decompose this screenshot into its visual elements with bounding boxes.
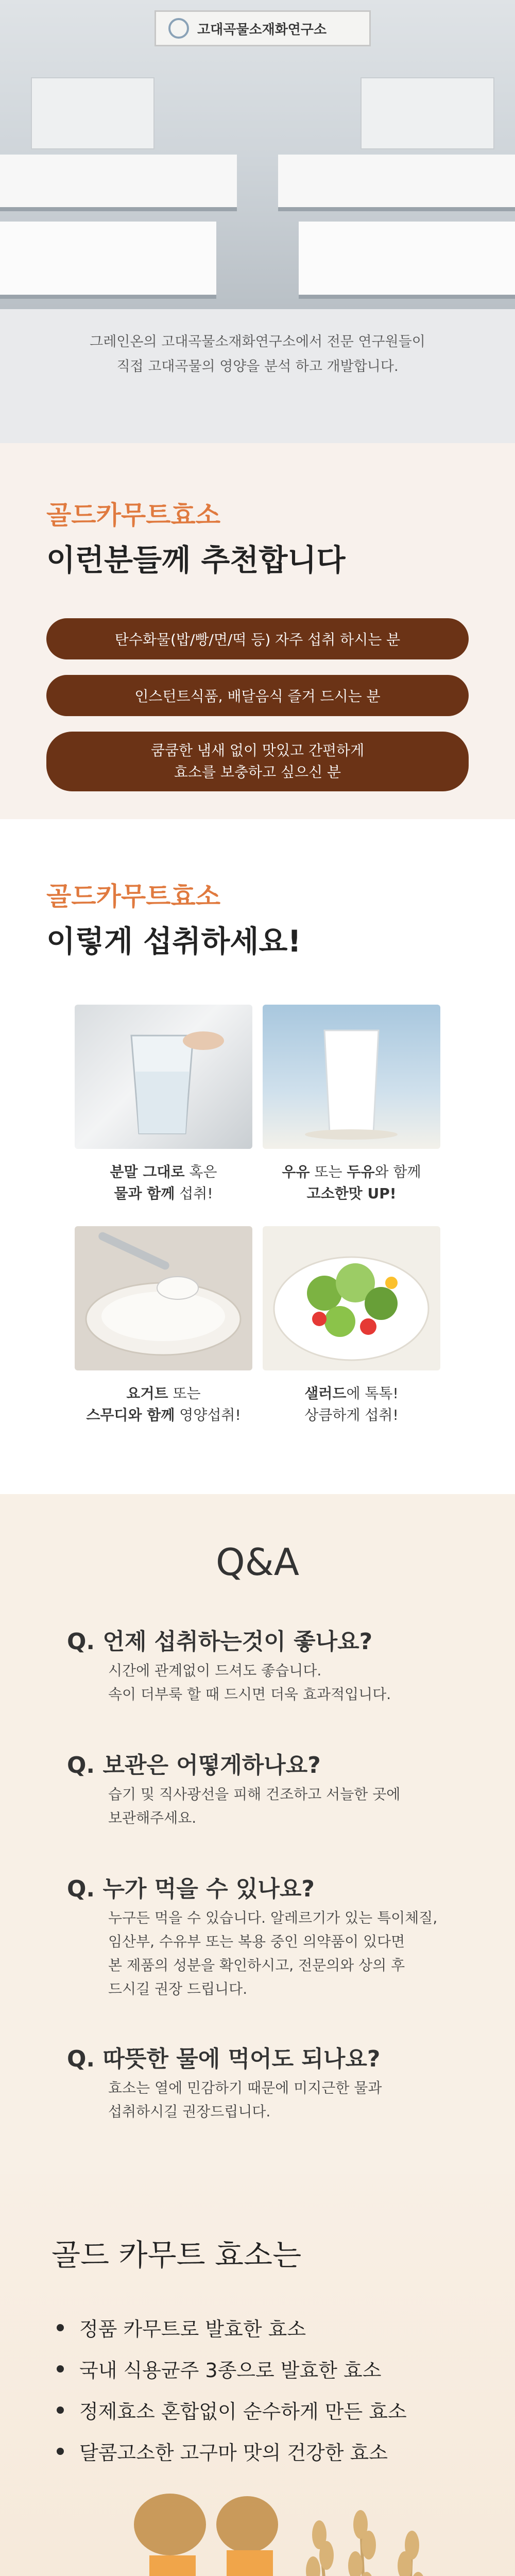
recommend-item [46,618,469,659]
lab-caption-line: 직접 고대곡물의 영양을 분석 하고 개발합니다. [116,359,399,375]
how-title: 이렇게 섭취하세요! [46,924,301,959]
gold-feature [57,2437,388,2465]
bullet-icon [57,2324,64,2331]
qa-title: Q&A [215,1540,300,1584]
qa-question: Q. 따뜻한 물에 먹어도 되나요? [67,2046,381,2072]
milk-glass-image [263,1005,440,1149]
qa-question: Q. 언제 섭취하는것이 좋나요? [67,1629,373,1655]
qa-answer [108,1906,448,2001]
how-text-bold: 분말 그대로 [110,1163,185,1180]
how-text-bold: 물과 함께 [114,1185,175,1202]
how-card-text [263,1383,440,1426]
recommend-item-text: 탄수화물(밥/빵/면/떡 등) 자주 섭취 하시는 분 [114,631,401,648]
how-text-bold: 두유 [347,1163,375,1180]
gold-feature [57,2313,306,2342]
gold-feature [57,2354,381,2383]
qa-answer-line: 보관해주세요. [108,1809,197,1826]
how-text-bold: 샐러드 [304,1385,347,1402]
recommend-item-text: 인스턴트식품, 배달음식 즐겨 드시는 분 [134,688,381,705]
how-text-bold: 고소한맛 UP! [306,1185,397,1202]
lab-photo [0,0,515,309]
how-to-eat-section [0,819,515,1494]
how-text: 상큼하게 섭취! [304,1406,399,1423]
qa-answer-line: 본 제품의 성분을 확인하시고, 전문의와 상의 후 [108,1957,405,1974]
lab-caption-line: 그레인온의 고대곡물소재화연구소에서 전문 연구원들이 [90,334,425,350]
product-illustration [0,2494,515,2576]
how-text: 에 톡톡! [346,1385,399,1402]
recommend-section [0,443,515,819]
how-text: 영양섭취! [175,1406,241,1423]
recommend-item-text: 쿰쿰한 냄새 없이 맛있고 간편하게 [150,742,365,759]
how-text-bold: 스무디와 함께 [86,1406,175,1423]
qa-answer-line: 효소는 열에 민감하기 때문에 미지근한 물과 [108,2079,382,2096]
how-text: 혹은 [184,1163,217,1180]
qa-answer-line: 습기 및 직사광선을 피해 건조하고 서늘한 곳에 [108,1786,401,1803]
lab-bench [299,222,515,299]
qa-answer [108,1783,448,1830]
qa-answer [108,2076,448,2124]
lab-logo-icon [168,18,189,39]
how-title-orange: 골드카무트효소 [46,882,221,911]
grain-icon [134,2494,278,2555]
yogurt-image [75,1226,252,1370]
recommend-title: 이런분들께 추천합니다 [46,543,346,578]
cabinet [360,77,494,149]
wheat-icon [306,2510,425,2576]
lab-section [0,0,515,443]
recommend-item [46,675,469,716]
gold-feature-text: 달콤고소한 고구마 맛의 건강한 효소 [79,2442,388,2464]
how-card-text [75,1161,252,1205]
lab-bench [0,222,216,299]
bullet-icon [57,2448,64,2455]
how-card-milk [263,1005,440,1205]
product-stick-icon [149,2555,196,2576]
qa-answer-line: 누구든 먹을 수 있습니다. 알레르기가 있는 특이체질, [108,1909,438,1926]
recommend-title-orange: 골드카무트효소 [46,500,221,530]
lab-sign-text: 고대곡물소재화연구소 [197,22,327,38]
gold-feature [57,2396,407,2424]
how-card-text [263,1161,440,1205]
how-text: 또는 [168,1385,201,1402]
how-text: 또는 [310,1163,347,1180]
qa-answer-line: 시간에 관계없이 드셔도 좋습니다. [108,1662,322,1679]
product-stick-icon [227,2550,273,2576]
gold-feature-text: 정품 카무트로 발효한 효소 [79,2318,306,2341]
how-text: 섭취! [175,1185,213,1202]
how-card-powder [75,1005,252,1205]
qa-answer [108,1659,448,1706]
gold-kamut-section [0,2174,515,2576]
qa-answer-line: 섭취하시길 권장드립니다. [108,2103,271,2120]
qa-answer-line: 임산부, 수유부 또는 복용 중인 의약품이 있다면 [108,1933,405,1950]
gold-feature-text: 국내 식용균주 3종으로 발효한 효소 [79,2359,382,2382]
lab-bench [0,155,237,211]
lab-caption [0,330,515,379]
bullet-icon [57,2365,64,2372]
cabinet [31,77,154,149]
how-card-text [75,1383,252,1426]
qa-question: Q. 누가 먹을 수 있나요? [67,1876,315,1902]
how-text-bold: 요거트 [126,1385,168,1402]
gold-title: 골드 카무트 효소는 [52,2238,302,2273]
lab-sign [154,10,371,46]
water-glass-image [75,1005,252,1149]
how-text: 와 함께 [374,1163,421,1180]
how-card-yogurt [75,1226,252,1426]
qa-answer-line: 드시길 권장 드립니다. [108,1980,248,1997]
salad-image [263,1226,440,1370]
qa-section [0,1494,515,2174]
recommend-item-text: 효소를 보충하고 싶으신 분 [174,764,341,781]
bullet-icon [57,2406,64,2414]
how-card-salad [263,1226,440,1426]
gold-feature-text: 정제효소 혼합없이 순수하게 만든 효소 [79,2400,407,2423]
lab-bench [278,155,515,211]
qa-question: Q. 보관은 어떻게하나요? [67,1752,321,1778]
how-text-bold: 우유 [282,1163,310,1180]
recommend-item [46,732,469,791]
qa-answer-line: 속이 더부룩 할 때 드시면 더욱 효과적입니다. [108,1686,391,1703]
